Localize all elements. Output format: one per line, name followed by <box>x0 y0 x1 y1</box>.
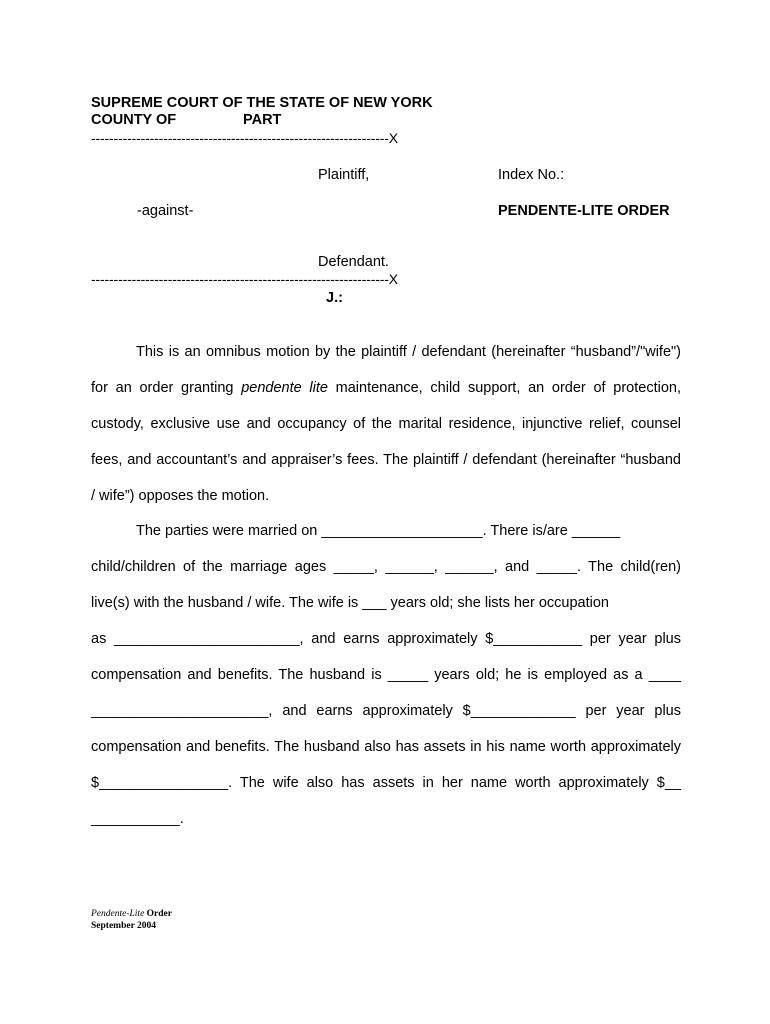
paragraph-line: The parties were married on ____________________. There is/are ______ <box>136 523 621 539</box>
against-label: -against- <box>137 203 194 219</box>
footer-title <box>91 908 172 920</box>
court-name: SUPREME COURT OF THE STATE OF NEW YORK <box>91 95 433 111</box>
paragraph-line: compensation and benefits. The husband is _____ years old; he is employed as a ____ <box>91 667 681 683</box>
index-no-label: Index No.: <box>498 167 565 183</box>
paragraph-motion <box>91 334 681 514</box>
paragraph-line: as _______________________, and earns approximately $___________ per year plus <box>91 631 681 647</box>
county-label: COUNTY OF <box>91 112 177 128</box>
footer-date: September 2004 <box>91 921 156 931</box>
paragraph-line: compensation and benefits. The husband also has assets in his name worth approximately <box>91 739 681 755</box>
paragraph-line: child/children of the marriage ages _____, ______, ______, and _____. The child(ren) <box>91 559 681 575</box>
paragraph-line: custody, exclusive use and occupancy of the marital residence, injunctive relief, counsel <box>91 416 681 432</box>
caption-bottom-divider: ------------------------------------------------------------------X <box>91 271 398 287</box>
caption-top-divider: ------------------------------------------------------------------X <box>91 130 398 146</box>
paragraph-text: for an order granting <box>91 380 242 396</box>
paragraph-line <box>91 370 681 406</box>
plaintiff-label: Plaintiff, <box>318 167 370 183</box>
pendente-lite-italic: pendente lite <box>241 380 328 396</box>
justice-label: J.: <box>326 290 343 306</box>
paragraph-line: $________________. The wife also has assets in her name worth approximately $__ <box>91 775 681 791</box>
paragraph-line: ______________________, and earns approximately $_____________ per year plus <box>91 703 681 719</box>
footer-title-rest: Order <box>144 909 172 919</box>
paragraph-line: ___________. <box>91 811 184 827</box>
defendant-label: Defendant. <box>318 254 389 270</box>
part-label: PART <box>243 112 282 128</box>
order-title: PENDENTE-LITE ORDER <box>498 203 670 219</box>
paragraph-text: maintenance, child support, an order of protection, <box>327 380 682 396</box>
paragraph-line: This is an omnibus motion by the plaintiff / defendant (hereinafter “husband”/"wife") <box>136 344 681 360</box>
paragraph-line: / wife”) opposes the motion. <box>91 488 270 504</box>
footer-title-italic: Pendente-Lite <box>91 909 145 919</box>
paragraph-parties <box>91 513 681 837</box>
paragraph-line: fees, and accountant’s and appraiser’s fees. The plaintiff / defendant (hereinafter “husband <box>91 452 681 468</box>
paragraph-line: live(s) with the husband / wife. The wife is ___ years old; she lists her occupation <box>91 595 609 611</box>
